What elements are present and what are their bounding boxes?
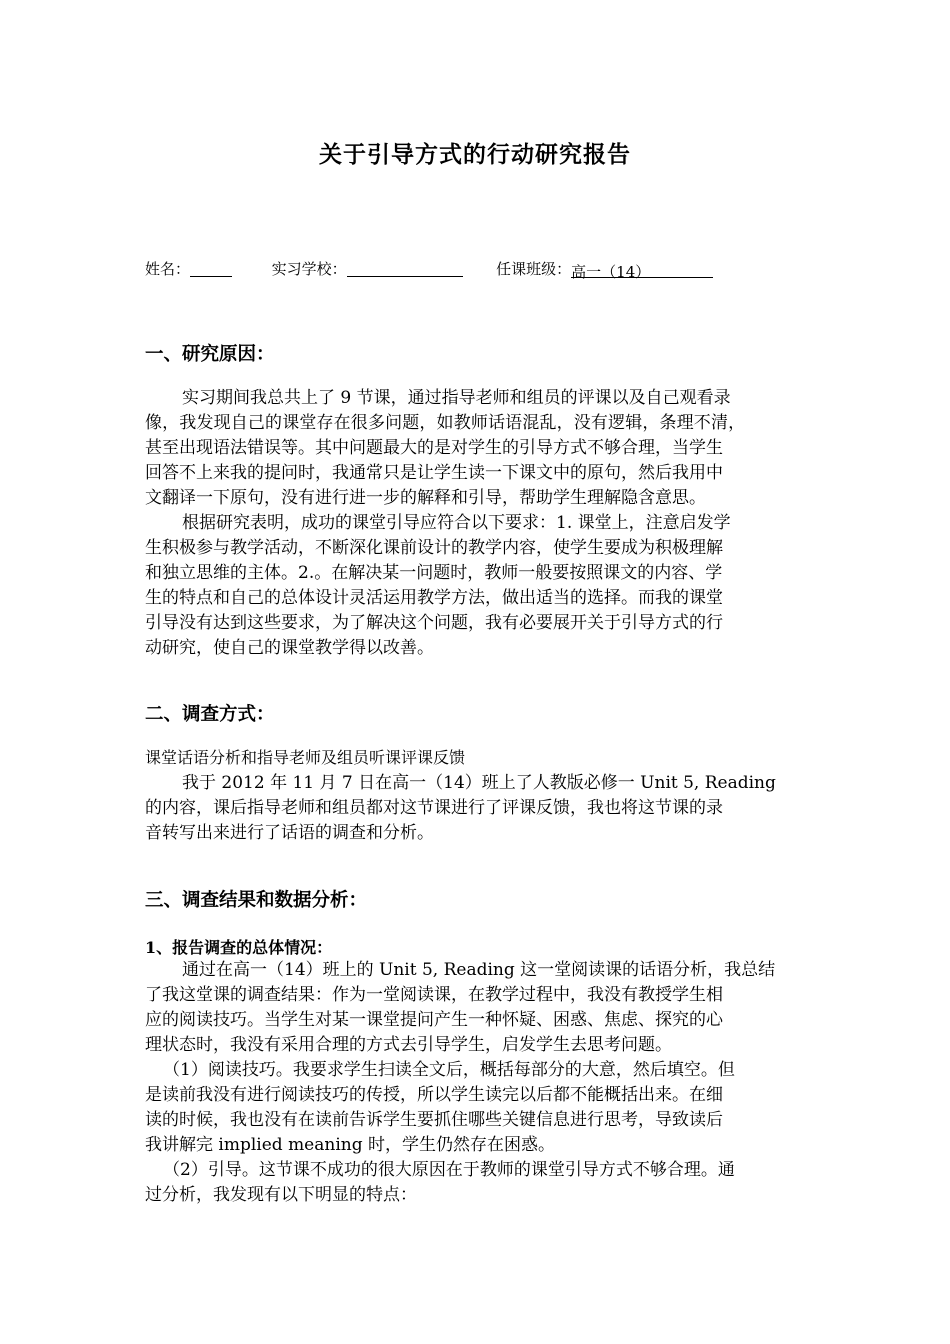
class-label: 任课班级： — [496, 260, 572, 278]
name-label: 姓名： — [145, 260, 191, 278]
info-row — [145, 258, 713, 279]
school-label: 实习学校： — [271, 260, 347, 278]
s2-line: 音转写出来进行了话语的调查和分析。 — [145, 823, 434, 843]
s1-line: 和独立思维的主体。2.。在解决某一问题时，教师一般要按照课文的内容、学 — [145, 563, 723, 583]
document-title: 关于引导方式的行动研究报告 — [319, 141, 631, 168]
s3-line: 理状态时，我没有采用合理的方式去引导学生，启发学生去思考问题。 — [145, 1035, 672, 1055]
s3-line: 过分析，我发现有以下明显的特点： — [145, 1185, 417, 1205]
s2-line: 的内容，课后指导老师和组员都对这节课进行了评课反馈，我也将这节课的录 — [145, 798, 723, 818]
s3-line: 读的时候，我也没有在读前告诉学生要抓住哪些关键信息进行思考，导致读后 — [145, 1110, 723, 1130]
s1-line: 文翻译一下原句，没有进行进一步的解释和引导，帮助学生理解隐含意思。 — [145, 488, 706, 508]
class-blank — [571, 261, 713, 281]
s3-line: 了我这堂课的调查结果：作为一堂阅读课，在教学过程中，我没有教授学生相 — [145, 985, 723, 1005]
class-value: 高一（14） — [571, 263, 651, 281]
s3-line: （1）阅读技巧。我要求学生扫读全文后，概括每部分的大意，然后填空。但 — [163, 1060, 735, 1080]
section-1-heading: 一、研究原因： — [145, 344, 275, 365]
section-2-heading: 二、调查方式： — [145, 704, 275, 725]
s1-line: 像，我发现自己的课堂存在很多问题，如教师话语混乱，没有逻辑，条理不清， — [145, 413, 746, 433]
s1-line: 动研究，使自己的课堂教学得以改善。 — [145, 638, 434, 658]
s1-line: 回答不上来我的提问时，我通常只是让学生读一下课文中的原句，然后我用中 — [145, 463, 723, 483]
s3-line: 是读前我没有进行阅读技巧的传授，所以学生读完以后都不能概括出来。在细 — [145, 1085, 723, 1105]
s1-line: 生的特点和自己的总体设计灵活运用教学方法，做出适当的选择。而我的课堂 — [145, 588, 723, 608]
school-blank — [347, 260, 463, 277]
s1-line: 甚至出现语法错误等。其中问题最大的是对学生的引导方式不够合理，当学生 — [145, 438, 723, 458]
s1-line: 实习期间我总共上了 9 节课，通过指导老师和组员的评课以及自己观看录 — [182, 388, 731, 408]
s2-line: 我于 2012 年 11 月 7 日在高一（14）班上了人教版必修一 Unit 5, Reading — [182, 773, 776, 793]
s3-line: 应的阅读技巧。当学生对某一课堂提问产生一种怀疑、困惑、焦虑、探究的心 — [145, 1010, 723, 1030]
s3-line: 我讲解完 implied meaning 时，学生仍然存在困惑。 — [145, 1135, 555, 1155]
s3-line: （2）引导。这节课不成功的很大原因在于教师的课堂引导方式不够合理。通 — [163, 1160, 735, 1180]
s1-line: 生积极参与教学活动，不断深化课前设计的教学内容，使学生要成为积极理解 — [145, 538, 723, 558]
name-blank — [190, 260, 232, 277]
s1-line: 根据研究表明，成功的课堂引导应符合以下要求：1. 课堂上，注意启发学 — [182, 513, 731, 533]
section-3-heading: 三、调查结果和数据分析： — [145, 890, 368, 911]
section-3-subheading: 1、报告调查的总体情况： — [145, 938, 333, 957]
s3-line: 通过在高一（14）班上的 Unit 5, Reading 这一堂阅读课的话语分析，我总结 — [182, 960, 776, 980]
s2-line: 课堂话语分析和指导老师及组员听课评课反馈 — [145, 748, 466, 767]
s1-line: 引导没有达到这些要求，为了解决这个问题，我有必要展开关于引导方式的行 — [145, 613, 723, 633]
